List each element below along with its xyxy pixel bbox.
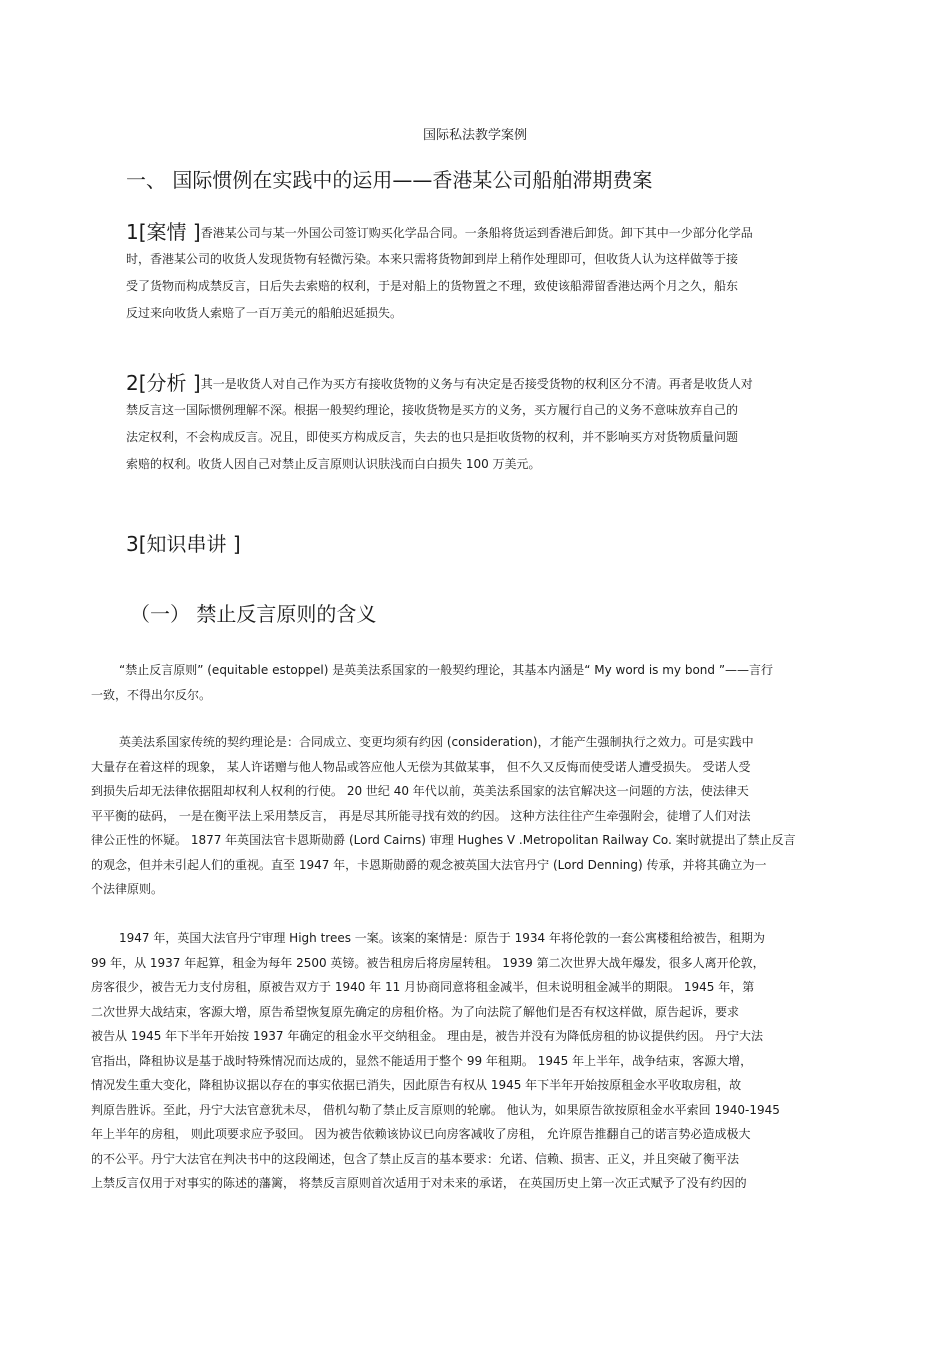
paragraph-line: 上禁反言仅用于对事实的陈述的藩篱， 将禁反言原则首次适用于对未来的承诺， 在英国历史上第一次正式赋予了没有约因的 (91, 1176, 747, 1190)
analysis-line: 法定权利，不会构成反言。况且，即使买方构成反言，失去的也只是拒收货物的权利，并不影响买方对货物质量问题 (126, 430, 739, 444)
case-line: 受了货物而构成禁反言，日后失去索赔的权利，于是对船上的货物置之不理，致使该船滞留香港达两个月之久，船东 (126, 279, 739, 293)
paragraph (91, 730, 796, 902)
case-line: 反过来向收货人索赔了一百万美元的船舶迟延损失。 (126, 306, 403, 320)
paragraph-line: 被告从 1945 年下半年开始按 1937 年确定的租金水平交纳租金。 理由是，被告并没有为降低房租的协议提供约因。 丹宁大法 (91, 1029, 763, 1043)
analysis-line: 2[分析 ]其一是收货人对自己作为买方有接收货物的义务与有决定是否接受货物的权利区分不清。再者是收货人对 (126, 371, 753, 395)
paragraph-line: 的观念，但并未引起人们的重视。直至 1947 年，卡恩斯勋爵的观念被英国大法官丹宁 (Lord Denning) 传承，并将其确立为一 (91, 857, 767, 872)
paragraph-line: 的不公平。丹宁大法官在判决书中的这段阐述，包含了禁止反言的基本要求：允诺、信赖、损害、正义，并且突破了衡平法 (91, 1151, 740, 1166)
analysis-section (126, 370, 753, 478)
paragraph-line: 律公正性的怀疑。 1877 年英国法官卡恩斯勋爵 (Lord Cairns) 审理 Hughes V .Metropolitan Railway Co. 案时就提出了禁止反言 (91, 833, 796, 847)
section-heading: 一、 国际惯例在实践中的运用——香港某公司船舶滞期费案 (126, 168, 653, 192)
paragraph-line: 情况发生重大变化，降租协议据以存在的事实依据已消失，因此原告有权从 1945 年下半年开始按原租金水平收取房租，故 (91, 1078, 742, 1092)
document-title: 国际私法教学案例 (422, 128, 527, 143)
paragraph-line: 一致，不得出尔反尔。 (91, 687, 212, 702)
analysis-line: 索赔的权利。收货人因自己对禁止反言原则认识肤浅而白白损失 100 万美元。 (126, 457, 541, 471)
analysis-tag: 2[分析 ] (126, 371, 201, 395)
paragraph-line: 判原告胜诉。至此，丹宁大法官意犹未尽， 借机勾勒了禁止反言原则的轮廓。 他认为，如果原告欲按原租金水平索回 1940-1945 (91, 1102, 780, 1117)
paragraph (91, 926, 780, 1196)
subheading: （一） 禁止反言原则的含义 (130, 602, 377, 626)
paragraph-line: 到损失后却无法律依据阻却权利人权利的行使。 20 世纪 40 年代以前，英美法系国家的法官解决这一问题的方法，使法律天 (91, 784, 749, 798)
paragraph-line: 大量存在着这样的现象， 某人许诺赠与他人物品或答应他人无偿为其做某事， 但不久又反悔而使受诺人遭受损失。 受诺人受 (91, 759, 751, 774)
case-tag: 1[案情 ] (126, 220, 201, 244)
paragraph (91, 658, 773, 707)
paragraph-line: 二次世界大战结束，客源大增，原告希望恢复原先确定的房租价格。为了向法院了解他们是否有权这样做，原告起诉，要求 (91, 1004, 740, 1019)
paragraph-line: 房客很少，被告无力支付房租，原被告双方于 1940 年 11 月协商同意将租金减半，但未说明租金减半的期限。 1945 年，第 (91, 980, 755, 994)
paragraph-line: 英美法系国家传统的契约理论是：合同成立、变更均须有约因 (consideration)，才能产生强制执行之效力。可是实践中 (119, 735, 754, 749)
analysis-line: 禁反言这一国际惯例理解不深。根据一般契约理论，接收货物是买方的义务，买方履行自己的义务不意味放弃自己的 (126, 403, 739, 417)
knowledge-heading: 3[知识串讲 ] (126, 532, 241, 556)
paragraph-line: 99 年，从 1937 年起算，租金为每年 2500 英镑。被告租房后将房屋转租。 1939 第二次世界大战年爆发，很多人离开伦敦， (91, 955, 765, 970)
case-line: 时，香港某公司的收货人发现货物有轻微污染。本来只需将货物卸到岸上稍作处理即可，但收货人认为这样做等于接 (126, 252, 739, 266)
paragraph-line: 年上半年的房租， 则此项要求应予驳回。 因为被告依赖该协议已向房客减收了房租， 允许原告推翻自己的诺言势必造成极大 (91, 1127, 751, 1141)
case-section (126, 219, 753, 327)
paragraph-line: “禁止反言原则” (equitable estoppel) 是英美法系国家的一般契约理论，其基本内涵是“ My word is my bond ”——言行 (119, 663, 774, 677)
case-line: 1[案情 ]香港某公司与某一外国公司签订购买化学品合同。一条船将货运到香港后卸货。卸下其中一少部分化学品 (126, 220, 753, 244)
paragraph-line: 1947 年，英国大法官丹宁审理 High trees 一案。该案的案情是：原告于 1934 年将伦敦的一套公寓楼租给被告，租期为 (119, 931, 765, 945)
paragraph-line: 个法律原则。 (91, 882, 164, 896)
paragraph-line: 官指出，降租协议是基于战时特殊情况而达成的，显然不能适用于整个 99 年租期。 1945 年上半年，战争结束，客源大增， (91, 1053, 753, 1068)
paragraph-line: 平平衡的砝码， 一是在衡平法上采用禁反言， 再是尽其所能寻找有效的约因。 这种方法往往产生牵强附会，徒增了人们对法 (91, 808, 751, 823)
